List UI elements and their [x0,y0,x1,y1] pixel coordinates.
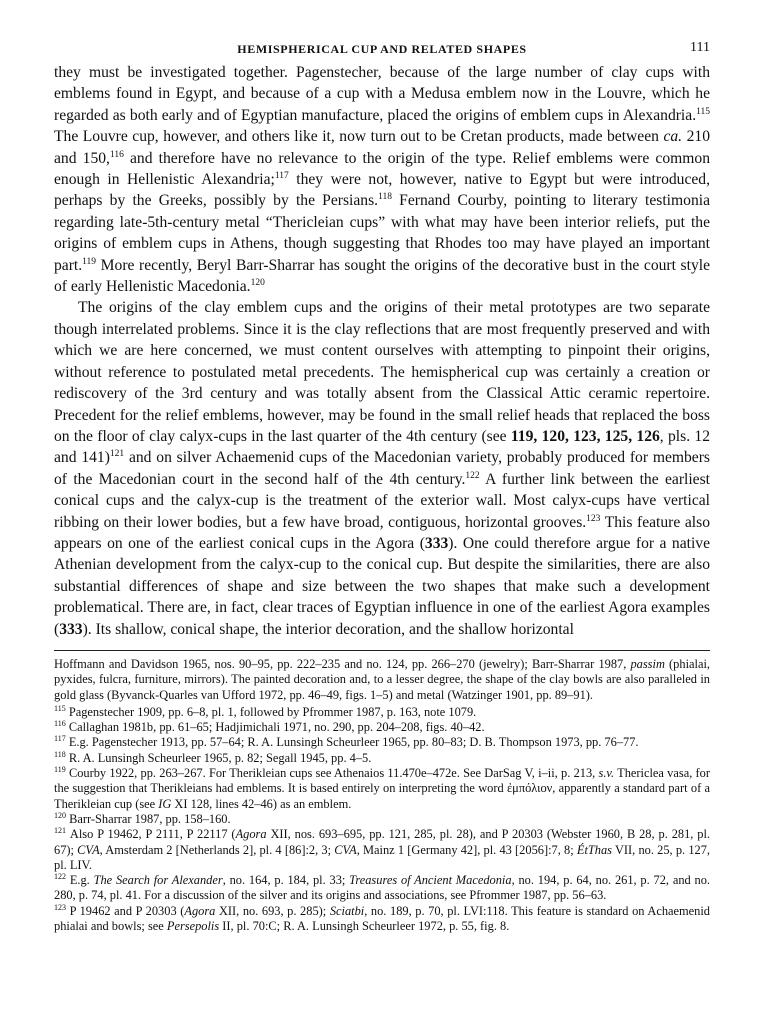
footnote-divider [54,650,710,651]
footnote-ref: 122 [465,470,480,481]
footnote-ref: 121 [109,449,125,460]
footnote-123: $^{123}$ P 19462 and P 20303 (Agora XII, no. 693, p. 285); Sciatbi, no. 189, p. 70, pl. LVI:118. This feature is standard on Achaemenid phialai and bowls; see Persepolis II, pl. 70:C; R. A. Lunsingh Scheurleer 1972, p. 55, fig. 8. [54,902,710,934]
footnote-ref: 117 [274,171,289,182]
page-header [54,40,710,62]
footnotes [54,657,710,934]
page-number: 111 [690,40,710,55]
paragraph-1: they must be investigated together. Pagenstecher, because of the large number of clay cups with emblems found in Egypt, and because of a cup with a Medusa emblem now in the Louvre, which he regarded as both early and of Egyptian manufacture, placed the origins of emblem cups in Alexandria.$^{115}$ The Louvre cup, however, and others like it, now turn out to be Cretan products, made between ca. 210 and 150,$^{116}$ and therefore have no relevance to the origin of the type. Relief emblems were common enough in Hellenistic Alexandria;$^{117}$ they were not, however, native to Egypt but were introduced, perhaps by the Greeks, possibly by the Persians.$^{118}$ Fernand Courby, pointing to literary testimonia regarding late-5th-century metal “Thericleian cups” with what may have been interior reliefs, put the origins of emblem cups in Athens, though suggesting that Rhodes too may have played an important part.$^{119}$ More recently, Beryl Barr-Sharrar has sought the origins of the decorative bust in the court style of early Hellenistic Macedonia.$^{120}$ [54,64,711,296]
footnote-117: $^{117}$ E.g. Pagenstecher 1913, pp. 57–64; R. A. Lunsingh Scheurleer 1965, pp. 80–83; D. B. Thompson 1973, pp. 76–77. [54,734,639,750]
catalogue-ref: 119, 120, 123, 125, 126 [510,427,660,445]
catalogue-ref: 333 [424,534,449,552]
footnote-ref: 120 [250,278,265,289]
running-head: HEMISPHERICAL CUP AND RELATED SHAPES [237,42,527,56]
footnote-ref: 118 [378,192,392,203]
paragraph-2: The origins of the clay emblem cups and the origins of their metal prototypes are two separate though interrelated problems. Since it is the clay reflections that are most frequently preserved and with which we are here concerned, we must content ourselves with attempting to pinpoint their origins, without reference to postulated metal precedents. The hemispherical cup was certainly a creation or rediscovery of the 3rd century and was totally absent from the Classical Attic ceramic repertoire. Precedent for the relief emblems, however, may be found in the small relief heads that replaced the boss on the floor of clay calyx-cups in the last quarter of the 4th century (see 119, 120, 123, 125, 126, pls. 12 and 141)$^{121}$ and on silver Achaemenid cups of the Macedonian variety, probably produced for members of the Macedonian court in the second half of the 4th century.$^{122}$ A further link between the earliest conical cups and the calyx-cup is the treatment of the exterior wall. Most calyx-cups have vertical ribbing on their lower bodies, but a few have broad, contiguous, horizontal grooves.$^{123}$ This feature also appears on one of the earliest conical cups in the Agora (333). One could therefore argue for a native Athenian development from the calyx-cup to the conical cup. But despite the similarities, there are also substantial differences of shape and size between the two shapes that make such a development problematical. There are, in fact, clear traces of Egyptian influence in one of the earliest Agora examples (333). Its shallow, conical shape, the interior decoration, and the shallow horizontal [54,299,711,638]
footnote-ref: 115 [696,106,710,117]
footnote-115: $^{115}$ Pagenstecher 1909, pp. 6–8, pl. 1, followed by Pfrommer 1987, p. 163, note 1079. [54,703,477,719]
footnote-122: $^{122}$ E.g. The Search for Alexander, no. 164, p. 184, pl. 33; Treasures of Ancient Macedonia, no. 194, p. 64, no. 261, p. 72, and no. 280, p. 74, pl. 41. For a discussion of the silver and its origins and associations, see Pfrommer 1987, pp. 56–63. [54,872,711,903]
footnote-116: $^{116}$ Callaghan 1981b, pp. 61–65; Hadjimichali 1971, no. 290, pp. 204–208, figs. 40–42. [54,719,485,735]
footnote-ref: 119 [82,256,97,267]
footnote-119: $^{119}$ Courby 1922, pp. 263–267. For Therikleian cups see Athenaios 11.470e–472e. See DarSag V, i–ii, p. 213, s.v. Thericlea vasa, for the suggestion that Therikleians had emblems. It is based entirely on interpreting the word ἐμπόλιον, apparently a standard part of a Therikleian cup (see IG XI 128, lines 42–46) as an emblem. [54,765,710,811]
footnote-ref: 123 [586,513,601,524]
page [54,40,710,934]
footnote-120: $^{120}$ Barr-Sharrar 1987, pp. 158–160. [54,810,231,826]
body-text [54,62,710,640]
footnote-118: $^{118}$ R. A. Lunsingh Scheurleer 1965, p. 82; Segall 1945, pp. 4–5. [54,749,372,765]
catalogue-ref: 333 [59,620,83,638]
footnote-continuation: Hoffmann and Davidson 1965, nos. 90–95, pp. 222–235 and no. 124, pp. 266–270 (jewelry); Barr-Sharrar 1987, passim (phialai, pyxides, fulcra, furniture, mirrors). The painted decoration and, to a lesser degree, the shape of the clay bowls are also paralleled in gold glass (Byvanck-Quarles van Ufford 1972, pp. 46–49, figs. 1–5) and metal (Watzinger 1901, pp. 89–91). [54,656,710,702]
footnote-121: $^{121}$ Also P 19462, P 2111, P 22117 (Agora XII, nos. 693–695, pp. 121, 285, pl. 28), and P 20303 (Webster 1960, B 28, p. 281, pl. 67); CVA, Amsterdam 2 [Netherlands 2], pl. 4 [86]:2, 3; CVA, Mainz 1 [Germany 42], pl. 43 [2056]:7, 8; ÉtThas VII, no. 25, p. 127, pl. LIV. [54,826,711,872]
footnote-ref: 116 [109,149,124,160]
